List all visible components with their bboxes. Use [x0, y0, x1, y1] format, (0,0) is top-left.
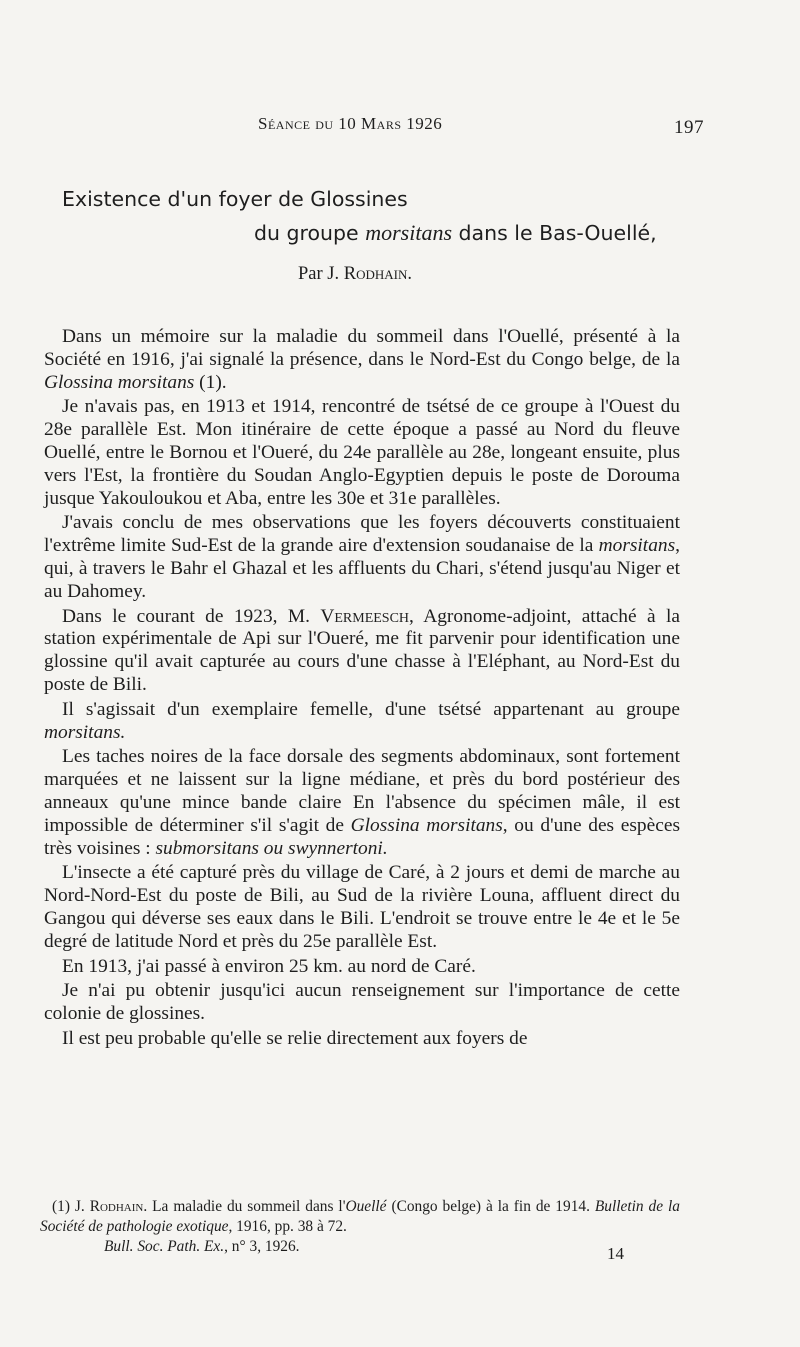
paragraph-4-text: Dans le courant de 1923, M. — [62, 605, 321, 627]
paragraph-1-text: Dans un mémoire sur la maladie du sommeil dans l'Ouellé, présenté à la Société en 1916, j'ai signalé la présence, dans le Nord-Est du Congo belge, de la — [44, 326, 680, 370]
paragraph-3-italic: morsitans — [598, 535, 676, 557]
paragraph-1 — [44, 326, 680, 394]
paragraph-6-text: Les taches noires de la face dorsale des segments abdominaux, sont fortement marquées et ne laissent sur la ligne médiane, et près du bord postérieur des anneaux qu'une mince bande claire En l'absence du spécimen mâle, il est impossible de déterminer s'il s'agit de — [44, 746, 680, 836]
footnote-italic-1: Ouellé — [345, 1198, 387, 1215]
paragraph-3-text-end: , qui, à travers le Bahr el Ghazal et les affluents du Chari, s'étend jusqu'au Niger et au Dahomey. — [44, 535, 680, 602]
paragraph-8: En 1913, j'ai passé à environ 25 km. au nord de Caré. — [62, 955, 476, 977]
paragraph-5-italic: morsitans. — [44, 721, 126, 743]
paragraph-4 — [44, 606, 680, 697]
paragraph-5-text: Il s'agissait d'un exemplaire femelle, d'une tsétsé appartenant au groupe — [62, 698, 680, 720]
paragraph-6-italic-2: submorsitans ou swynnertoni. — [155, 837, 388, 859]
footnote-text-end: , 1916, pp. 38 à 72. — [228, 1217, 347, 1235]
running-header — [258, 114, 704, 138]
title-line-2-suffix: dans le Bas-Ouellé, — [452, 221, 657, 245]
title-line-2-italic: morsitans — [365, 220, 452, 245]
footnote — [40, 1197, 680, 1236]
paragraph-5 — [44, 699, 680, 745]
paragraph-6-text-mid: , ou d'une des espèces très voisines : — [44, 814, 680, 859]
footnote-text-mid: (Congo belge) à la fin de 1914. — [386, 1198, 595, 1215]
title-line-2-prefix: du groupe — [254, 221, 366, 245]
footer-citation-issue: , n° 3, 1926. — [224, 1238, 300, 1255]
title-line-1: Existence d'un foyer de Glossines — [62, 187, 408, 211]
article-body — [44, 326, 680, 1053]
paragraph-4-text-end: , Agronome-adjoint, attaché à la station expérimentale de Api sur l'Oueré, me fit parvenir pour identification une glossine qu'il avait capturée au cours d'une chasse à l'Eléphant, au Nord-Est du poste de Bili. — [44, 605, 680, 695]
paragraph-2: Je n'avais pas, en 1913 et 1914, rencontré de tsétsé de ce groupe à l'Ouest du 28e parallèle Est. Mon itinéraire de cette époque a passé au Nord du fleuve Ouellé, entre le Bornou et l'Oueré, du 24e parallèle au 28e, longeant ensuite, plus vers l'Est, la frontière du Soudan Anglo-Egyptien depuis le poste de Dorouma jusque Yakouloukou et Aba, entre les 30e et 31e parallèles. — [44, 396, 680, 509]
paragraph-7: L'insecte a été capturé près du village de Caré, à 2 jours et demi de marche au Nord-Nord-Est du poste de Bili, au Sud de la rivière Louna, affluent direct du Gangou qui déverse ses eaux dans le Bili. L'endroit se trouve entre le 4e et le 5e degré de latitude Nord et près du 25e parallèle Est. — [44, 862, 680, 952]
title-line-2 — [62, 216, 722, 250]
byline — [298, 264, 412, 285]
signature-mark: 14 — [607, 1244, 624, 1263]
page-footer — [104, 1238, 664, 1263]
paragraph-9: Je n'ai pu obtenir jusqu'ici aucun renseignement sur l'importance de cette colonie de glossines. — [44, 980, 680, 1025]
paragraph-1-footnote-ref: (1). — [194, 371, 227, 393]
paragraph-10: Il est peu probable qu'elle se relie directement aux foyers de — [62, 1027, 528, 1049]
paragraph-4-name: Vermeesch — [320, 605, 410, 627]
paragraph-3 — [44, 512, 680, 603]
paragraph-6-italic-1: Glossina morsitans — [350, 814, 503, 836]
footnote-number: (1) J. — [52, 1198, 90, 1215]
article-title — [62, 182, 722, 250]
paragraph-1-italic: Glossina morsitans — [44, 371, 195, 393]
footnote-author: Rodhain — [89, 1198, 144, 1215]
footnote-1 — [40, 1197, 680, 1236]
byline-author: Rodhain. — [343, 264, 412, 284]
running-title: Séance du 10 Mars 1926 — [258, 114, 443, 133]
byline-prefix: Par J. — [298, 264, 344, 284]
footer-citation-journal: Bull. Soc. Path. Ex. — [104, 1238, 225, 1255]
footnote-text: . La maladie du sommeil dans l' — [143, 1198, 346, 1215]
page-number: 197 — [674, 117, 704, 138]
paragraph-6 — [44, 746, 680, 860]
footnote-journal: Bulletin de la Société de pathologie exotique — [40, 1198, 680, 1235]
paragraph-3-text: J'avais conclu de mes observations que les foyers découverts constituaient l'extrême limite Sud-Est de la grande aire d'extension soudanaise de la — [44, 512, 680, 557]
